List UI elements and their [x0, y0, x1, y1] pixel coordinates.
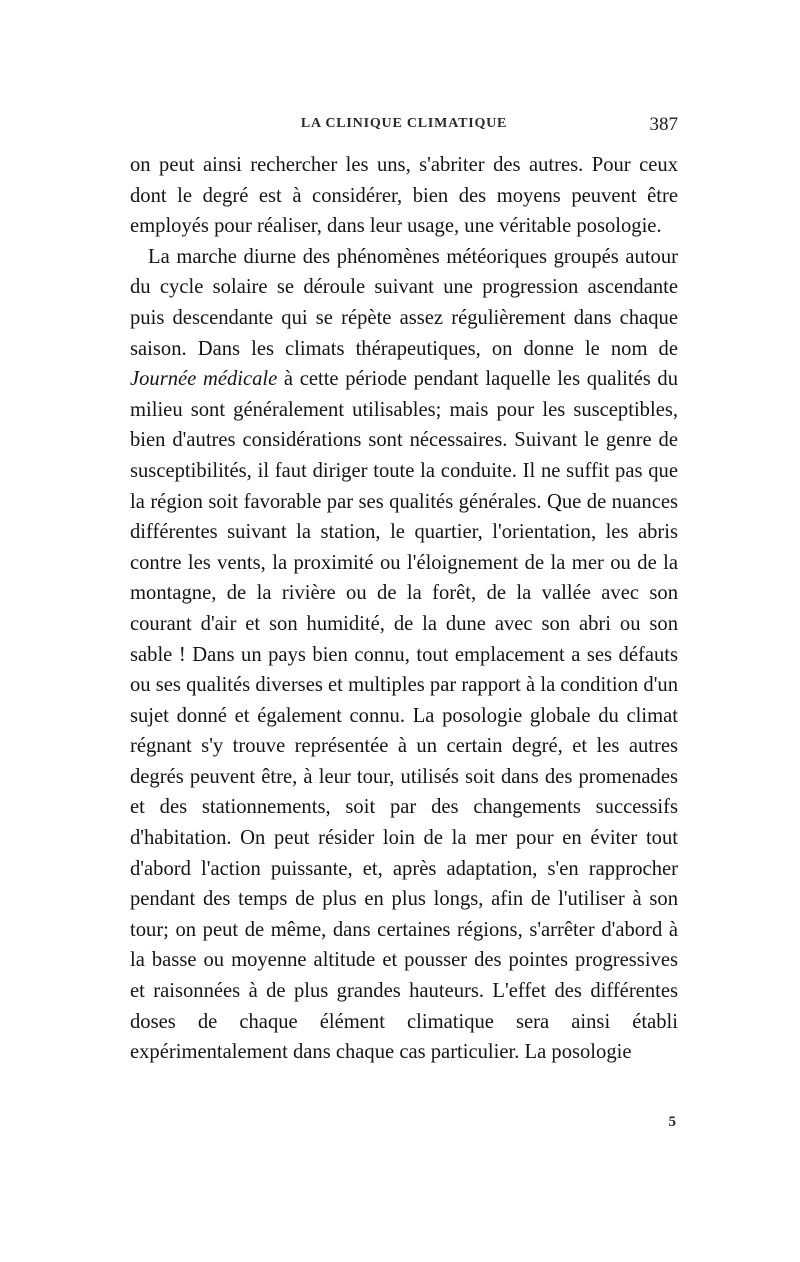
body-text	[130, 150, 678, 1068]
running-head	[130, 116, 678, 138]
paragraph-2-text-start: La marche diurne des phénomènes météoriques groupés autour du cycle solaire se déroule suivant une progression ascendante puis descendante qui se répète assez régulièrement dans chaque saison. Dans les climats thérapeutiques, on donne le nom de	[130, 245, 678, 360]
paragraph-1: on peut ainsi rechercher les uns, s'abriter des autres. Pour ceux dont le degré est à considérer, bien des moyens peuvent être employés pour réaliser, dans leur usage, une véritable posologie.	[130, 154, 678, 238]
paragraph-2-text-end: à cette période pendant laquelle les qualités du milieu sont généralement utilisables; mais pour les susceptibles, bien d'autres considérations sont nécessaires. Suivant le genre de susceptibilités, il faut diriger toute la conduite. Il ne suffit pas que la région soit favorable par ses qualités générales. Que de nuances différentes suivant la station, le quartier, l'orientation, les abris contre les vents, la proximité ou l'éloignement de la mer ou de la montagne, de la rivière ou de la forêt, de la vallée avec son courant d'air et son humidité, de la dune avec son abri ou son sable ! Dans un pays bien connu, tout emplacement a ses défauts ou ses qualités diverses et multiples par rapport à la condition d'un sujet donné et également connu. La posologie globale du climat régnant s'y trouve représentée à un certain degré, et les autres degrés peuvent être, à leur tour, utilisés soit dans des promenades et des stationnements, soit par des changements successifs d'habitation. On peut résider loin de la mer pour en éviter tout d'abord l'action puissante, et, après adaptation, s'en rapprocher pendant des temps de plus en plus longs, afin de l'utiliser à son tour; on peut de même, dans certaines régions, s'arrêter d'abord à la basse ou moyenne altitude et pousser des pointes progressives et raisonnées à de plus grandes hauteurs. L'effet des différentes doses de chaque élément climatique sera ainsi établi expérimentalement dans chaque cas particulier. La posologie	[130, 368, 678, 1064]
running-title: LA CLINIQUE CLIMATIQUE	[300, 116, 508, 131]
page-number: 387	[649, 114, 678, 135]
paragraph-2-italic-term: Journée médicale	[130, 368, 278, 391]
signature-mark: 5	[668, 1114, 676, 1130]
paragraph-2	[130, 242, 678, 1068]
